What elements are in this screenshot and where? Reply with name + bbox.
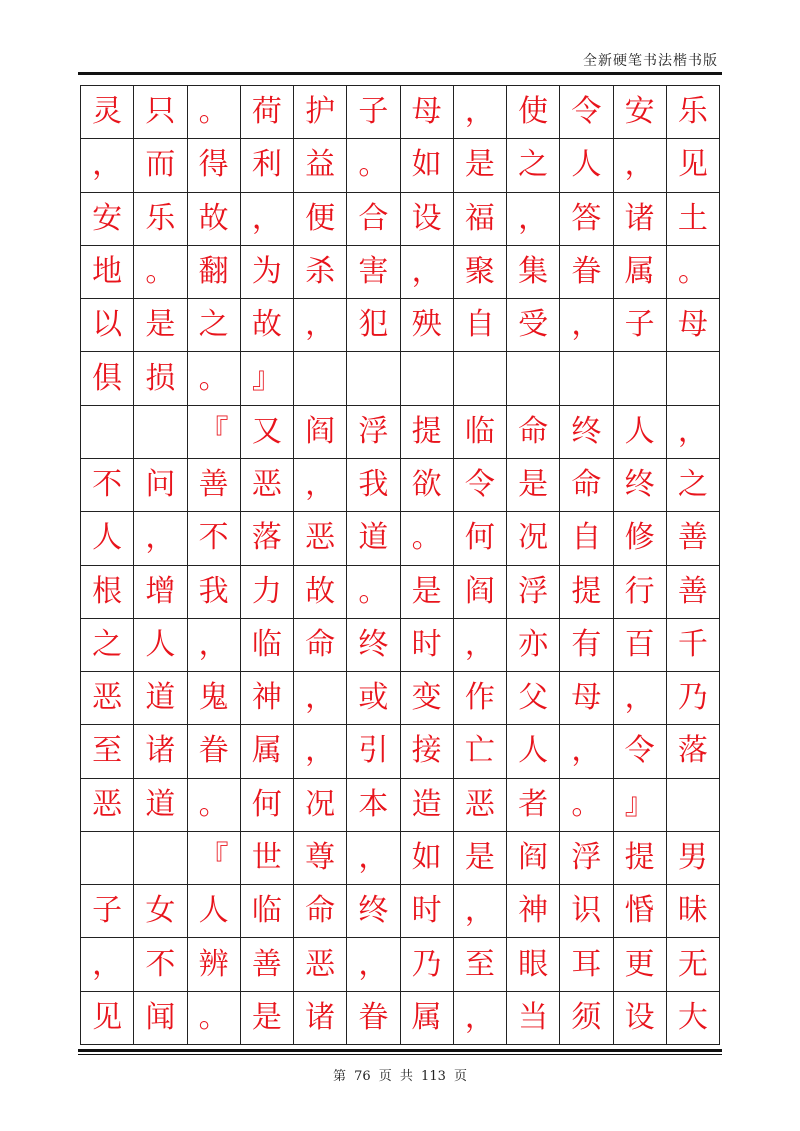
grid-cell: 益 <box>294 139 347 192</box>
grid-cell: ， <box>188 619 241 672</box>
grid-cell: 道 <box>134 672 187 725</box>
grid-cell: 亦 <box>507 619 560 672</box>
grid-cell: 利 <box>241 139 294 192</box>
grid-cell: ， <box>294 672 347 725</box>
grid-cell: 恶 <box>294 512 347 565</box>
grid-cell: 俱 <box>81 352 134 405</box>
grid-cell: 根 <box>81 566 134 619</box>
grid-cell <box>667 352 720 405</box>
grid-cell: 终 <box>347 619 400 672</box>
grid-cell: 或 <box>347 672 400 725</box>
grid-cell: 者 <box>507 779 560 832</box>
grid-cell: ， <box>347 832 400 885</box>
grid-cell: 不 <box>188 512 241 565</box>
grid-cell: ， <box>454 885 507 938</box>
grid-cell: 只 <box>134 86 187 139</box>
grid-cell: 聚 <box>454 246 507 299</box>
calligraphy-practice-grid <box>80 85 720 1045</box>
grid-cell: ， <box>614 672 667 725</box>
grid-cell: 时 <box>401 885 454 938</box>
grid-cell: 善 <box>667 566 720 619</box>
grid-cell: 临 <box>241 619 294 672</box>
grid-cell: 命 <box>294 885 347 938</box>
grid-cell: 设 <box>401 193 454 246</box>
grid-cell: ， <box>507 193 560 246</box>
grid-cell: 见 <box>81 992 134 1045</box>
grid-cell: 变 <box>401 672 454 725</box>
grid-cell: 女 <box>134 885 187 938</box>
grid-cell: 何 <box>241 779 294 832</box>
grid-cell: 。 <box>188 992 241 1045</box>
grid-cell <box>81 832 134 885</box>
grid-cell: 之 <box>507 139 560 192</box>
grid-cell: 杀 <box>294 246 347 299</box>
grid-cell: 眷 <box>188 725 241 778</box>
grid-cell: 问 <box>134 459 187 512</box>
page-number: 第 76 页 共 113 页 <box>332 1069 468 1084</box>
grid-cell: 昧 <box>667 885 720 938</box>
grid-cell: 如 <box>401 832 454 885</box>
grid-cell: 令 <box>560 86 613 139</box>
grid-cell: 恶 <box>294 938 347 991</box>
grid-cell: 神 <box>241 672 294 725</box>
grid-cell: ， <box>134 512 187 565</box>
grid-cell: 以 <box>81 299 134 352</box>
grid-cell: 无 <box>667 938 720 991</box>
grid-cell: 不 <box>134 938 187 991</box>
grid-cell: 得 <box>188 139 241 192</box>
grid-cell: 我 <box>347 459 400 512</box>
page-header-title: 全新硬笔书法楷书版 <box>583 53 718 69</box>
grid-cell: 害 <box>347 246 400 299</box>
grid-cell: 母 <box>560 672 613 725</box>
grid-cell: 命 <box>560 459 613 512</box>
grid-cell: 人 <box>81 512 134 565</box>
grid-cell: 善 <box>188 459 241 512</box>
grid-cell: 安 <box>614 86 667 139</box>
grid-cell: 。 <box>401 512 454 565</box>
grid-cell: 是 <box>454 832 507 885</box>
grid-cell: 乐 <box>667 86 720 139</box>
grid-cell: ， <box>81 139 134 192</box>
grid-cell: 。 <box>347 139 400 192</box>
grid-cell: 答 <box>560 193 613 246</box>
grid-cell: 力 <box>241 566 294 619</box>
grid-cell <box>134 406 187 459</box>
grid-cell: 之 <box>667 459 720 512</box>
grid-cell: 属 <box>614 246 667 299</box>
grid-cell: ， <box>614 139 667 192</box>
grid-cell: 落 <box>667 725 720 778</box>
grid-cell: 灵 <box>81 86 134 139</box>
grid-cell: 道 <box>134 779 187 832</box>
grid-cell: 恶 <box>241 459 294 512</box>
grid-cell: 尊 <box>294 832 347 885</box>
grid-cell: 。 <box>188 352 241 405</box>
grid-cell: 子 <box>81 885 134 938</box>
grid-cell: 令 <box>614 725 667 778</box>
grid-cell: 乃 <box>401 938 454 991</box>
grid-cell <box>454 352 507 405</box>
grid-cell: 更 <box>614 938 667 991</box>
grid-cell: 『 <box>188 406 241 459</box>
grid-cell: 作 <box>454 672 507 725</box>
grid-cell: 属 <box>241 725 294 778</box>
grid-cell: 使 <box>507 86 560 139</box>
grid-cell: 是 <box>454 139 507 192</box>
grid-cell: ， <box>241 193 294 246</box>
grid-cell: 自 <box>560 512 613 565</box>
grid-cell: 亡 <box>454 725 507 778</box>
grid-cell: 况 <box>507 512 560 565</box>
grid-cell: 。 <box>347 566 400 619</box>
grid-cell: 母 <box>401 86 454 139</box>
grid-cell: 终 <box>560 406 613 459</box>
grid-cell: 自 <box>454 299 507 352</box>
grid-cell: 提 <box>401 406 454 459</box>
grid-cell: 眼 <box>507 938 560 991</box>
grid-cell: 土 <box>667 193 720 246</box>
grid-cell: 时 <box>401 619 454 672</box>
grid-cell: 故 <box>241 299 294 352</box>
grid-cell: 恶 <box>81 672 134 725</box>
grid-cell: 是 <box>241 992 294 1045</box>
grid-cell: 恶 <box>81 779 134 832</box>
grid-cell: 至 <box>81 725 134 778</box>
grid-cell: 命 <box>507 406 560 459</box>
grid-cell: 子 <box>614 299 667 352</box>
grid-cell: 人 <box>560 139 613 192</box>
footer-rule-thin <box>78 1054 722 1055</box>
grid-cell: 乃 <box>667 672 720 725</box>
grid-cell: 。 <box>560 779 613 832</box>
grid-cell: 提 <box>614 832 667 885</box>
grid-cell: 。 <box>667 246 720 299</box>
grid-cell: 之 <box>81 619 134 672</box>
grid-cell: 临 <box>241 885 294 938</box>
grid-cell: 福 <box>454 193 507 246</box>
grid-cell: 设 <box>614 992 667 1045</box>
grid-cell <box>347 352 400 405</box>
grid-cell: 而 <box>134 139 187 192</box>
grid-cell: 人 <box>134 619 187 672</box>
grid-cell <box>667 779 720 832</box>
grid-cell: 识 <box>560 885 613 938</box>
grid-cell: 千 <box>667 619 720 672</box>
grid-cell: 闻 <box>134 992 187 1045</box>
grid-cell: 故 <box>188 193 241 246</box>
grid-cell: 属 <box>401 992 454 1045</box>
grid-cell: 合 <box>347 193 400 246</box>
grid-cell: 世 <box>241 832 294 885</box>
grid-cell: 阎 <box>507 832 560 885</box>
grid-cell: 善 <box>241 938 294 991</box>
grid-cell: 为 <box>241 246 294 299</box>
grid-cell: ， <box>294 459 347 512</box>
grid-cell: 阎 <box>294 406 347 459</box>
grid-cell: 是 <box>134 299 187 352</box>
grid-cell <box>614 352 667 405</box>
grid-cell: 引 <box>347 725 400 778</box>
grid-cell: 有 <box>560 619 613 672</box>
grid-cell <box>294 352 347 405</box>
grid-cell <box>560 352 613 405</box>
grid-cell: 浮 <box>507 566 560 619</box>
grid-cell: 道 <box>347 512 400 565</box>
grid-cell: 欲 <box>401 459 454 512</box>
grid-cell: 护 <box>294 86 347 139</box>
footer-rule <box>78 1049 722 1052</box>
grid-cell: 修 <box>614 512 667 565</box>
grid-cell: 受 <box>507 299 560 352</box>
grid-cell: 集 <box>507 246 560 299</box>
grid-cell: 耳 <box>560 938 613 991</box>
grid-cell: 不 <box>81 459 134 512</box>
grid-cell: 浮 <box>347 406 400 459</box>
grid-cell: 『 <box>188 832 241 885</box>
grid-cell: 惛 <box>614 885 667 938</box>
grid-cell: 又 <box>241 406 294 459</box>
grid-cell: 翻 <box>188 246 241 299</box>
grid-cell: 阎 <box>454 566 507 619</box>
grid-cell: 。 <box>188 779 241 832</box>
grid-cell: 见 <box>667 139 720 192</box>
grid-cell: 殃 <box>401 299 454 352</box>
grid-cell: 临 <box>454 406 507 459</box>
grid-cell: 增 <box>134 566 187 619</box>
grid-cell: 大 <box>667 992 720 1045</box>
grid-cell: 我 <box>188 566 241 619</box>
grid-cell: 何 <box>454 512 507 565</box>
grid-cell: 』 <box>241 352 294 405</box>
grid-cell: 命 <box>294 619 347 672</box>
grid-cell: 之 <box>188 299 241 352</box>
grid-cell: 损 <box>134 352 187 405</box>
grid-cell: 落 <box>241 512 294 565</box>
grid-cell: 人 <box>507 725 560 778</box>
grid-cell: 如 <box>401 139 454 192</box>
header-rule <box>78 72 722 75</box>
grid-cell: 神 <box>507 885 560 938</box>
grid-cell <box>401 352 454 405</box>
grid-cell: 。 <box>134 246 187 299</box>
grid-cell: ， <box>294 299 347 352</box>
grid-cell: 恶 <box>454 779 507 832</box>
grid-cell: 令 <box>454 459 507 512</box>
grid-cell <box>134 832 187 885</box>
grid-cell: 便 <box>294 193 347 246</box>
grid-cell: 善 <box>667 512 720 565</box>
grid-cell: 子 <box>347 86 400 139</box>
grid-cell: 诸 <box>294 992 347 1045</box>
grid-cell: ， <box>81 938 134 991</box>
grid-cell: 须 <box>560 992 613 1045</box>
grid-cell: 终 <box>614 459 667 512</box>
grid-cell: 本 <box>347 779 400 832</box>
grid-cell: ， <box>667 406 720 459</box>
grid-cell: 是 <box>401 566 454 619</box>
grid-cell: 行 <box>614 566 667 619</box>
grid-cell: 浮 <box>560 832 613 885</box>
grid-cell: 地 <box>81 246 134 299</box>
grid-cell: ， <box>560 299 613 352</box>
grid-cell: 鬼 <box>188 672 241 725</box>
grid-cell: 辨 <box>188 938 241 991</box>
grid-cell: ， <box>454 86 507 139</box>
grid-cell: 诸 <box>614 193 667 246</box>
grid-cell: ， <box>560 725 613 778</box>
grid-cell: ， <box>294 725 347 778</box>
grid-cell <box>81 406 134 459</box>
grid-cell: ， <box>454 619 507 672</box>
grid-cell: 眷 <box>560 246 613 299</box>
grid-cell: 男 <box>667 832 720 885</box>
grid-cell: 乐 <box>134 193 187 246</box>
grid-cell: 荷 <box>241 86 294 139</box>
grid-cell: 。 <box>188 86 241 139</box>
grid-cell: 造 <box>401 779 454 832</box>
grid-cell: 人 <box>614 406 667 459</box>
grid-cell: ， <box>401 246 454 299</box>
grid-cell: 故 <box>294 566 347 619</box>
grid-cell <box>507 352 560 405</box>
grid-cell: 当 <box>507 992 560 1045</box>
grid-cell: 况 <box>294 779 347 832</box>
grid-cell: ， <box>347 938 400 991</box>
grid-cell: 是 <box>507 459 560 512</box>
grid-cell: 』 <box>614 779 667 832</box>
grid-cell: 母 <box>667 299 720 352</box>
grid-cell: 诸 <box>134 725 187 778</box>
grid-cell: 提 <box>560 566 613 619</box>
grid-cell: 至 <box>454 938 507 991</box>
grid-cell: 安 <box>81 193 134 246</box>
grid-cell: 人 <box>188 885 241 938</box>
grid-cell: ， <box>454 992 507 1045</box>
grid-cell: 犯 <box>347 299 400 352</box>
grid-cell: 百 <box>614 619 667 672</box>
grid-cell: 父 <box>507 672 560 725</box>
grid-cell: 终 <box>347 885 400 938</box>
grid-cell: 眷 <box>347 992 400 1045</box>
grid-cell: 接 <box>401 725 454 778</box>
